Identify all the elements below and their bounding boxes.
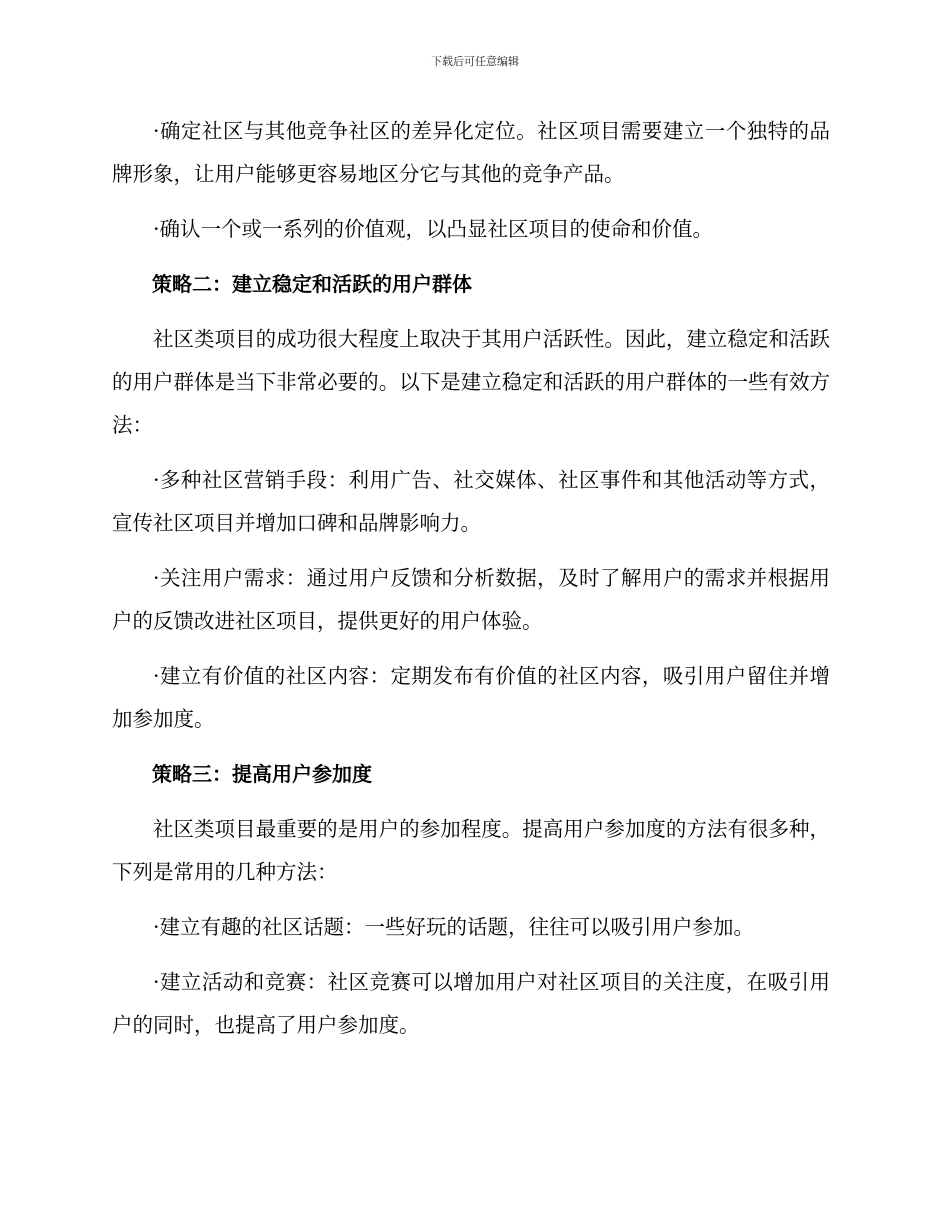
bullet-paragraph: ·建立活动和竞赛：社区竞赛可以增加用户对社区项目的关注度，在吸引用户的同时，也提高了用户参加度。 (112, 970, 830, 1037)
section-heading: 策略二：建立稳定和活跃的用户群体 (152, 272, 472, 296)
bullet-paragraph: ·确认一个或一系列的价值观，以凸显社区项目的使命和价值。 (153, 217, 714, 241)
bullet-paragraph: ·多种社区营销手段：利用广告、社交媒体、社区事件和其他活动等方式，宣传社区项目并增加口碑和品牌影响力。 (112, 468, 830, 535)
bullet-paragraph: ·确定社区与其他竞争社区的差异化定位。社区项目需要建立一个独特的品牌形象，让用户能够更容易地区分它与其他的竞争产品。 (112, 119, 830, 186)
section-heading: 策略三：提高用户参加度 (152, 762, 372, 786)
body-paragraph: 社区类项目的成功很大程度上取决于其用户活跃性。因此，建立稳定和活跃的用户群体是当下非常必要的。以下是建立稳定和活跃的用户群体的一些有效方法： (112, 327, 830, 437)
document-body (112, 110, 830, 1059)
bullet-paragraph: ·建立有趣的社区话题：一些好玩的话题，往往可以吸引用户参加。 (153, 915, 755, 939)
page-header: 下载后可任意编辑 (431, 55, 519, 68)
bullet-paragraph: ·关注用户需求：通过用户反馈和分析数据，及时了解用户的需求并根据用户的反馈改进社区项目，提供更好的用户体验。 (112, 566, 830, 633)
body-paragraph: 社区类项目最重要的是用户的参加程度。提高用户参加度的方法有很多种，下列是常用的几种方法： (112, 817, 830, 884)
bullet-paragraph: ·建立有价值的社区内容：定期发布有价值的社区内容，吸引用户留住并增加参加度。 (112, 664, 830, 731)
